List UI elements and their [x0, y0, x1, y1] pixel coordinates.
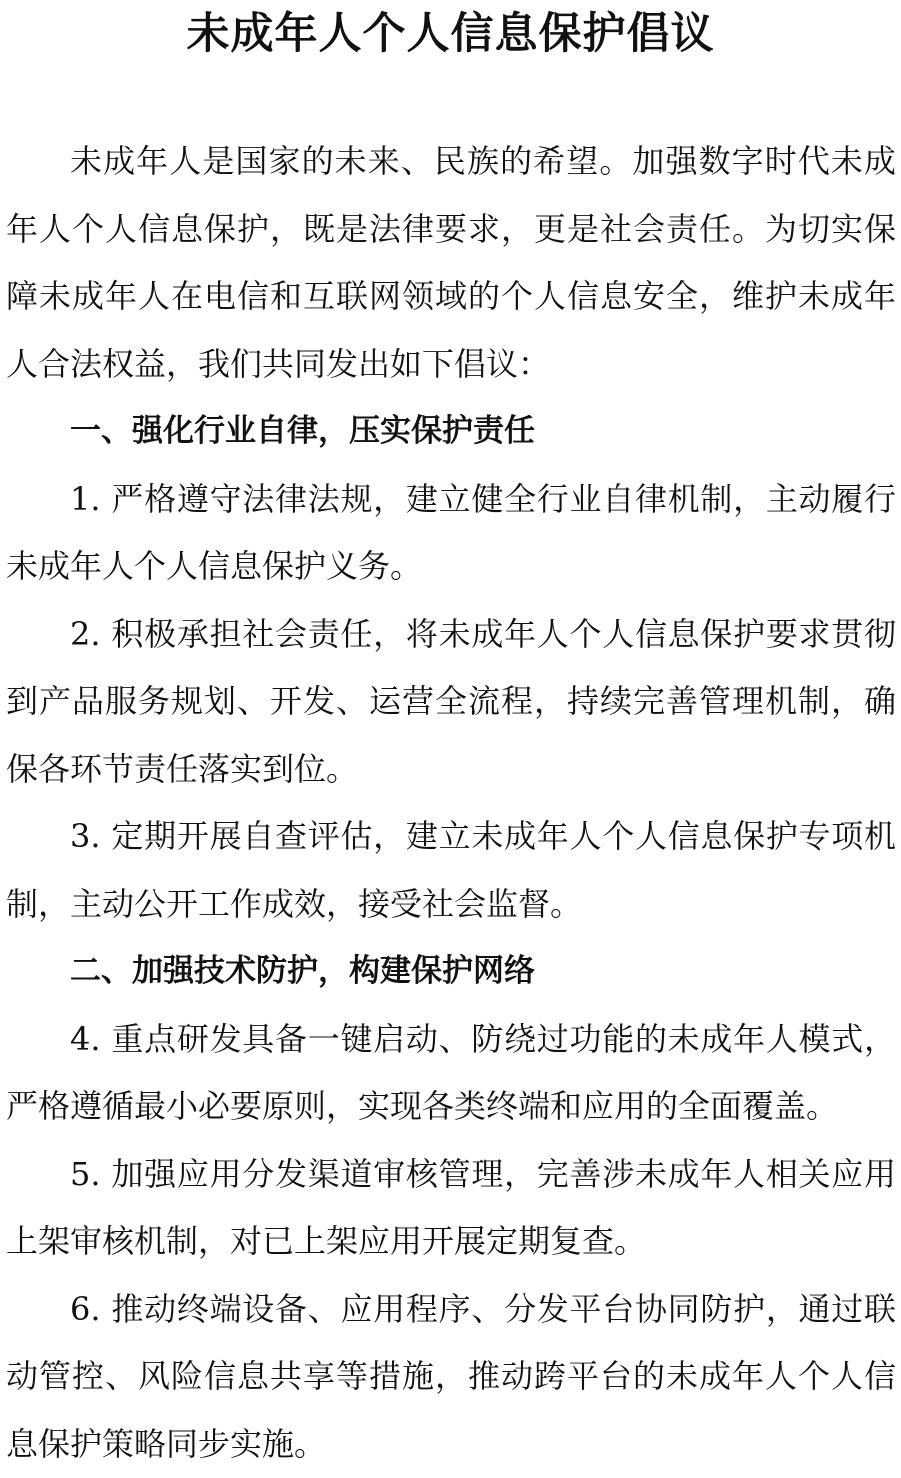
list-item-6: 6. 推动终端设备、应用程序、分发平台协同防护，通过联动管控、风险信息共享等措施，推动跨平台的未成年人个人信息保护策略同步实施。 — [6, 1276, 896, 1478]
list-item-5: 5. 加强应用分发渠道审核管理，完善涉未成年人相关应用上架审核机制，对已上架应用开展定期复查。 — [6, 1141, 896, 1276]
document-body — [6, 128, 896, 1478]
list-item-2: 2. 积极承担社会责任，将未成年人个人信息保护要求贯彻到产品服务规划、开发、运营全流程，持续完善管理机制，确保各环节责任落实到位。 — [6, 601, 896, 804]
section-heading-1: 一、强化行业自律，压实保护责任 — [6, 398, 896, 466]
list-item-4: 4. 重点研发具备一键启动、防绕过功能的未成年人模式，严格遵循最小必要原则，实现各类终端和应用的全面覆盖。 — [6, 1006, 896, 1141]
list-item-3: 3. 定期开展自查评估，建立未成年人个人信息保护专项机制，主动公开工作成效，接受社会监督。 — [6, 803, 896, 938]
intro-paragraph: 未成年人是国家的未来、民族的希望。加强数字时代未成年人个人信息保护，既是法律要求，更是社会责任。为切实保障未成年人在电信和互联网领域的个人信息安全，维护未成年人合法权益，我们共同发出如下倡议： — [6, 128, 896, 398]
list-item-1: 1. 严格遵守法律法规，建立健全行业自律机制，主动履行未成年人个人信息保护义务。 — [6, 466, 896, 601]
document-title: 未成年人个人信息保护倡议 — [0, 6, 901, 62]
section-heading-2: 二、加强技术防护，构建保护网络 — [6, 938, 896, 1006]
